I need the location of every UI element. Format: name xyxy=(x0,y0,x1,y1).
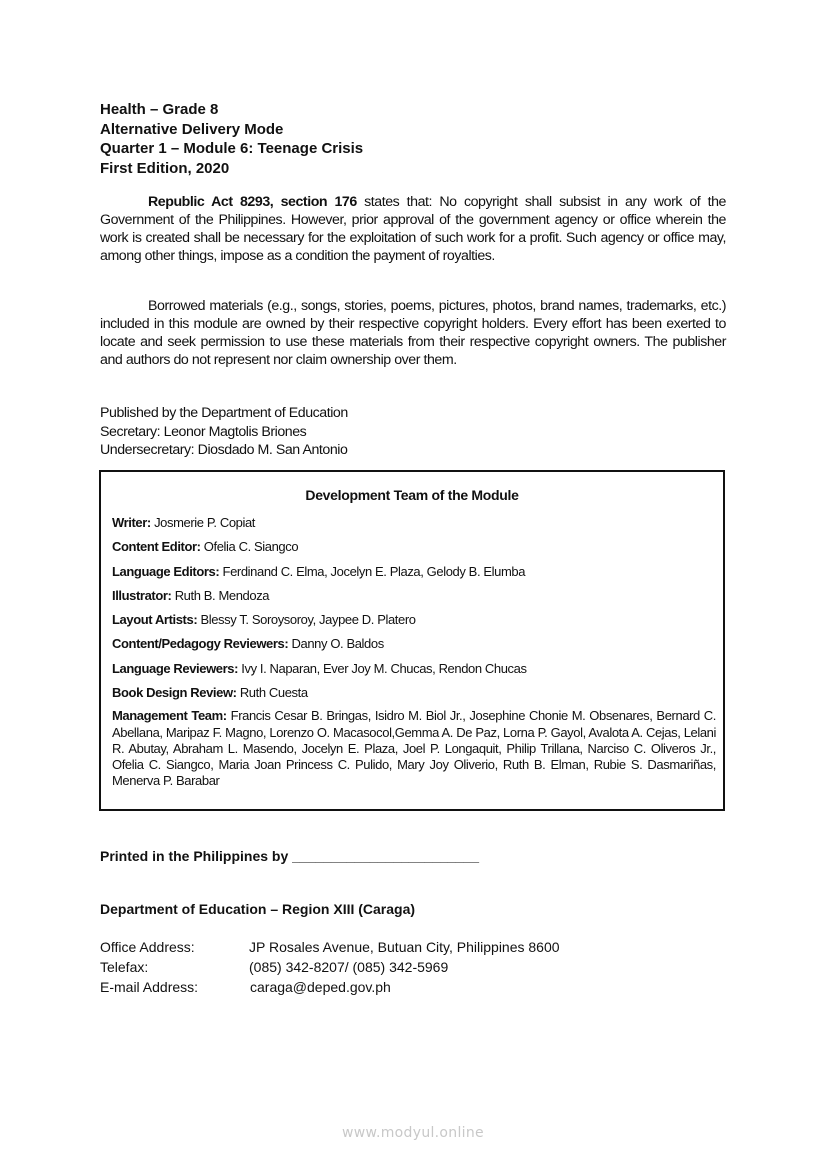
telefax-label: Telefax: xyxy=(100,959,149,975)
team-row-layout-artists xyxy=(112,611,716,635)
team-row-pedagogy-reviewers xyxy=(112,635,716,659)
region-office-title: Department of Education – Region XIII (Caraga) xyxy=(100,901,416,917)
development-team-title: Development Team of the Module xyxy=(305,487,519,503)
republic-act-reference: Republic Act 8293, section 176 xyxy=(148,194,357,210)
delivery-mode: Alternative Delivery Mode xyxy=(100,120,284,138)
team-member-names: Ruth Cuesta xyxy=(236,685,308,701)
team-row-illustrator xyxy=(112,587,716,611)
edition: First Edition, 2020 xyxy=(100,159,230,177)
team-role-label: Language Editors: xyxy=(112,563,220,579)
team-role-label: Content/Pedagogy Reviewers: xyxy=(112,636,289,652)
published-by: Published by the Department of Education xyxy=(100,405,348,421)
team-role-label: Layout Artists: xyxy=(112,612,198,628)
team-role-label: Illustrator: xyxy=(112,587,172,603)
secretary: Secretary: Leonor Magtolis Briones xyxy=(100,423,307,440)
team-member-names: Ruth B. Mendoza xyxy=(171,587,270,603)
team-member-names: Ferdinand C. Elma, Jocelyn E. Plaza, Gelody B. Elumba xyxy=(219,563,526,579)
team-row-language-editors xyxy=(112,563,716,587)
module-title-block xyxy=(100,100,740,178)
printed-by-line: Printed in the Philippines by ________________________ xyxy=(100,848,479,864)
team-row-writer xyxy=(112,514,716,538)
publisher-info xyxy=(100,404,348,460)
team-row-management-team xyxy=(112,708,716,789)
office-address-value: JP Rosales Avenue, Butuan City, Philippines 8600 xyxy=(249,939,560,955)
team-role-label: Management Team: xyxy=(112,708,227,724)
telefax-row xyxy=(100,957,560,977)
team-row-language-reviewers xyxy=(112,660,716,684)
watermark: www.modyul.online xyxy=(342,1125,484,1141)
copyright-paragraph xyxy=(100,193,726,265)
copyright-text: states that: No copyright shall subsist in any work of the Government of the Philippines. However, prior approval of the government agency or office wherein the work is created shall be necessary for the exploitation of such work for a profit. Such agency or office may, among other things, impose as a condition the payment of royalties. xyxy=(100,194,726,264)
team-row-book-design-review xyxy=(112,684,716,708)
email-value[interactable]: caraga@deped.gov.ph xyxy=(250,979,391,995)
team-member-names: Blessy T. Soroysoroy, Jaypee D. Platero xyxy=(197,612,416,628)
team-role-label: Book Design Review: xyxy=(112,685,237,701)
team-member-names: Danny O. Baldos xyxy=(288,636,384,652)
borrowed-materials-text: Borrowed materials (e.g., songs, stories, poems, pictures, photos, brand names, trademarks, etc.) included in this module are owned by their respective copyright holders. Every effort has been exerted to locate and seek permission to use these materials from their respective copyright owners. The publisher and authors do not represent nor claim ownership over them. xyxy=(100,298,726,368)
contact-info xyxy=(100,937,560,997)
telefax-value: (085) 342-8207/ (085) 342-5969 xyxy=(249,959,449,975)
development-team-list xyxy=(112,514,716,789)
team-member-names: Francis Cesar B. Bringas, Isidro M. Biol Jr., Josephine Chonie M. Obsenares, Bernard C. Abellana, Maripaz F. Magno, Lorenzo O. Macasocol,Gemma A. De Paz, Lorna P. Gayol, Avalota A. Cejas, Lelani R. Abutay, Abraham L. Masendo, Jocelyn E. Plaza, Joel P. Longaquit, Philip Trillana, Narciso C. Oliveros Jr., Ofelia C. Siangco, Maria Joan Princess C. Pulido, Mary Joy Oliverio, Ruth B. Elman, Rubie S. Dasmariñas, Menerva P. Barabar xyxy=(112,708,717,789)
module-title: Quarter 1 – Module 6: Teenage Crisis xyxy=(100,140,364,157)
team-role-label: Writer: xyxy=(112,515,151,530)
borrowed-materials-paragraph xyxy=(100,297,726,369)
team-role-label: Content Editor: xyxy=(112,539,201,555)
subject-grade: Health – Grade 8 xyxy=(100,101,219,118)
undersecretary: Undersecretary: Diosdado M. San Antonio xyxy=(100,442,348,458)
office-address-row xyxy=(100,937,560,957)
team-row-content-editor xyxy=(112,538,716,562)
email-row xyxy=(100,977,560,997)
team-role-label: Language Reviewers: xyxy=(112,660,239,676)
team-member-names: Ivy I. Naparan, Ever Joy M. Chucas, Rendon Chucas xyxy=(238,660,527,676)
office-address-label: Office Address: xyxy=(100,939,195,955)
email-label: E-mail Address: xyxy=(100,979,199,995)
team-member-names: Ofelia C. Siangco xyxy=(200,539,299,555)
team-member-names: Josmerie P. Copiat xyxy=(150,515,256,530)
development-team-box xyxy=(99,470,725,811)
